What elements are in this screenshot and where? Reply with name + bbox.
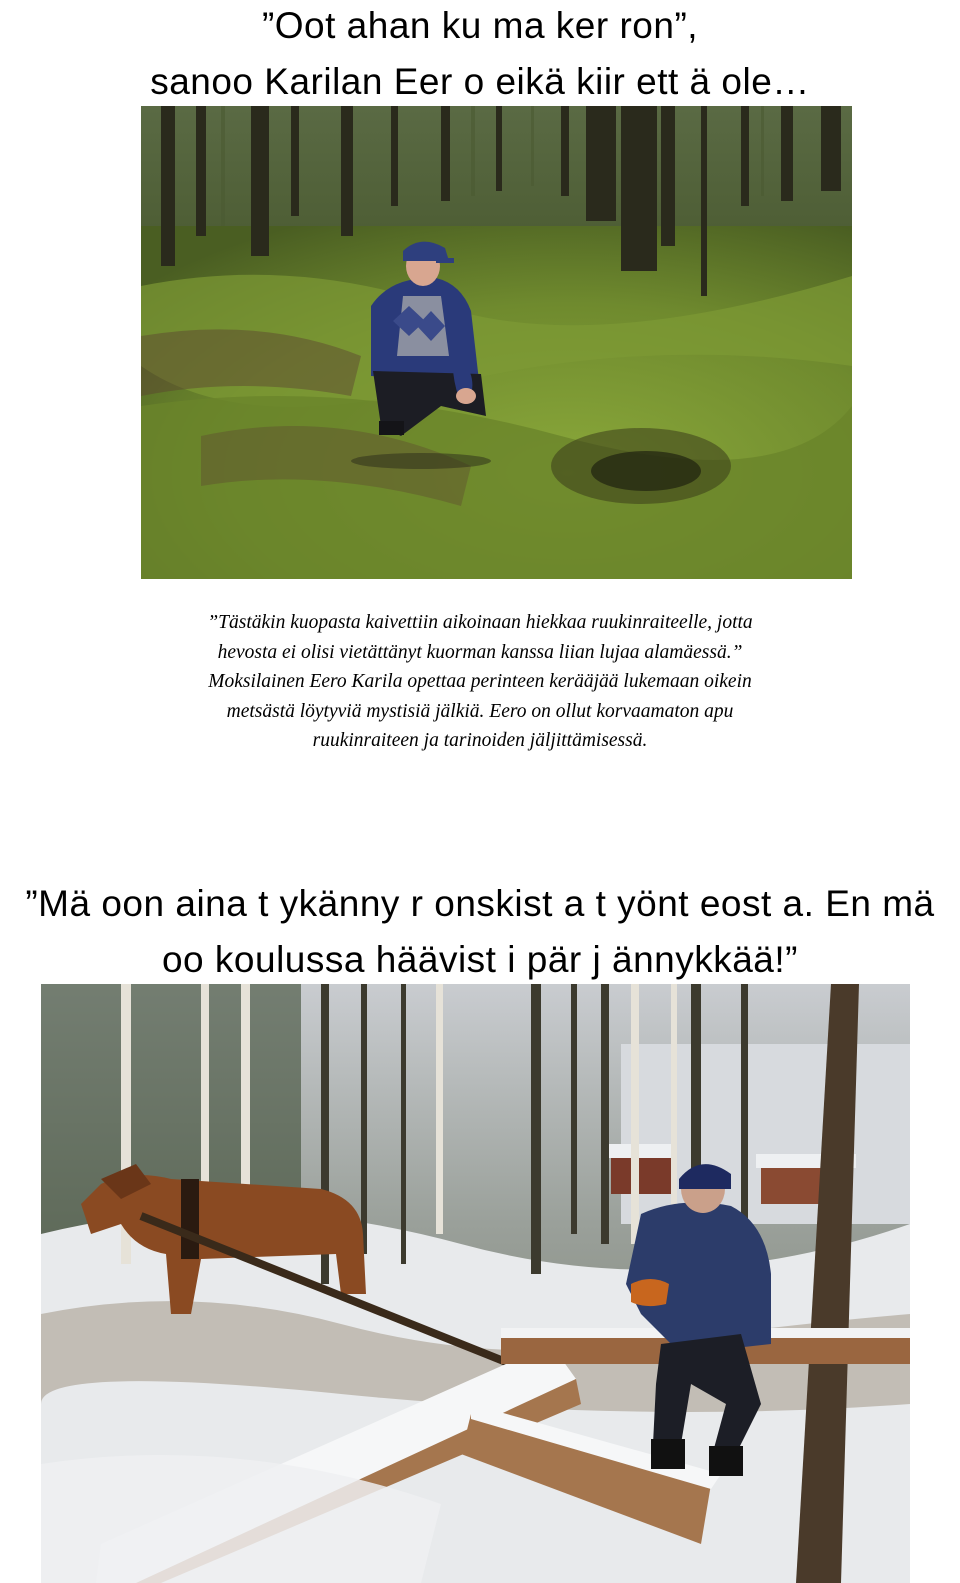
heading-bottom-line-1: ”Mä oon aina t ykänny r onskist a t yönt eost a. En mä (25, 883, 935, 924)
forest-photo-illustration (141, 106, 852, 579)
caption-line-4: metsästä löytyviä mystisiä jälkiä. Eero on ollut korvaamaton apu (226, 700, 734, 722)
heading-top-line-2: sanoo Karilan Eer o eikä kiir ett ä ole… (150, 61, 810, 102)
heading-top-line-1: ”Oot ahan ku ma ker ron”, (261, 5, 699, 46)
heading-bottom-line-2: oo koulussa häävist i pär j ännykkää!” (161, 939, 798, 980)
caption-line-1: ”Tästäkin kuopasta kaivettiin aikoinaan hiekkaa ruukinraiteelle, jotta (207, 612, 753, 633)
photo-caption (120, 608, 840, 756)
caption-line-3: Moksilainen Eero Karila opettaa perinteen kerääjää lukemaan oikein (208, 671, 752, 692)
photo-forest-man-crouching (141, 106, 852, 579)
heading-quote-bottom (0, 876, 960, 988)
caption-line-2: hevosta ei olisi vietättänyt kuorman kanssa liian lujaa alamäessä.” (217, 641, 743, 663)
winter-logging-photo-illustration (41, 984, 910, 1583)
heading-quote-top (0, 0, 960, 110)
photo-man-horse-logging (41, 984, 910, 1583)
caption-line-5: ruukinraiteen ja tarinoiden jäljittämisessä. (312, 730, 648, 751)
